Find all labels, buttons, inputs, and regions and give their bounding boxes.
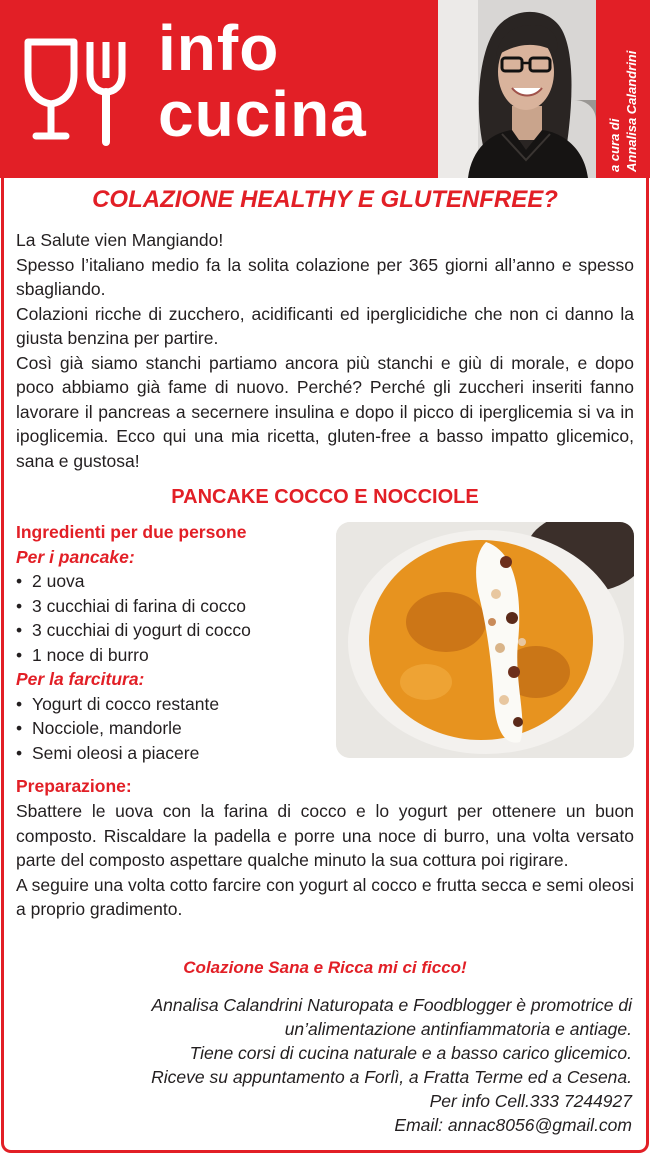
- intro-paragraph: La Salute vien Mangiando!: [16, 230, 224, 250]
- logo-word-info: info: [158, 12, 280, 84]
- logo-word-cucina: cucina: [158, 78, 367, 150]
- intro-paragraph: Spesso l’italiano medio fa la solita colazione per 365 giorni all’anno e spesso sbagliando.: [16, 254, 634, 299]
- article: [1, 178, 649, 1153]
- bio-line: Annalisa Calandrini Naturopata e Foodblogger è promotrice di: [151, 995, 632, 1015]
- ingredients-heading: Ingredienti per due persone: [16, 522, 247, 542]
- pancake-photo: [336, 522, 634, 758]
- curator-label: a cura di: [607, 118, 622, 172]
- author-photo: [438, 0, 596, 178]
- intro-paragraph: Colazioni ricche di zucchero, acidificanti ed iperglicidiche che non ci danno la giusta benzina per partire.: [16, 303, 634, 348]
- bio-line: un’alimentazione antinfiammatoria e antiage.: [284, 1019, 632, 1039]
- ingredient-item: • 2 uova: [16, 569, 326, 594]
- ingredient-item: • Yogurt di cocco restante: [16, 692, 326, 717]
- preparation-text: [16, 799, 634, 922]
- bio-line: Tiene corsi di cucina naturale e a basso carico glicemico.: [189, 1043, 632, 1063]
- slogan: Colazione Sana e Ricca mi ci ficco!: [183, 958, 467, 977]
- header-banner: [0, 0, 650, 178]
- intro-text: [16, 228, 634, 473]
- filling-heading: Per la farcitura:: [16, 669, 145, 689]
- ingredients-list: [16, 520, 326, 765]
- bio-line: Riceve su appuntamento a Forlì, a Fratta Terme ed a Cesena.: [151, 1067, 632, 1087]
- preparation-paragraph: A seguire una volta cotto farcire con yogurt al cocco e frutta secca e semi oleosi a proprio gradimento.: [16, 874, 634, 919]
- pancake-heading: Per i pancake:: [16, 546, 135, 567]
- curator-name: Annalisa Calandrini: [624, 50, 639, 172]
- article-title: COLAZIONE HEALTHY E GLUTENFREE?: [92, 186, 558, 213]
- preparation-heading: Preparazione:: [16, 776, 132, 796]
- bio-phone: Per info Cell.333 7244927: [429, 1091, 632, 1111]
- preparation-paragraph: Sbattere le uova con la farina di cocco e lo yogurt per ottenere un buon composto. Riscaldare la padella e porre una noce di burro, una volta versato parte del composto aspettare qualche minuto la sua cottura poi rigirare.: [16, 801, 634, 870]
- author-bio: [16, 993, 632, 1137]
- intro-paragraph: Così già siamo stanchi partiamo ancora più stanchi e giù di morale, e dopo poco abbiamo già fame di nuovo. Perché? Perché gli zuccheri inseriti fanno lavorare il pancreas a secernere insulina e dopo il picco di iperglicemia si va in ipoglicemia. Ecco qui una mia ricetta, gluten-free a basso impatto glicemico, sana e gustosa!: [16, 352, 634, 471]
- pancake-ingredients: [16, 569, 326, 667]
- wine-glass-fork-icon: [24, 38, 128, 146]
- ingredient-item: • 3 cucchiai di yogurt di cocco: [16, 618, 326, 643]
- curator-credit: [596, 0, 650, 178]
- ingredient-item: • 1 noce di burro: [16, 643, 326, 668]
- ingredient-item: • Semi oleosi a piacere: [16, 741, 326, 766]
- ingredient-item: • 3 cucchiai di farina di cocco: [16, 594, 326, 619]
- bio-email: Email: annac8056@gmail.com: [394, 1115, 632, 1135]
- ingredient-item: • Nocciole, mandorle: [16, 716, 326, 741]
- filling-ingredients: [16, 692, 326, 766]
- recipe-title: PANCAKE COCCO E NOCCIOLE: [171, 486, 479, 508]
